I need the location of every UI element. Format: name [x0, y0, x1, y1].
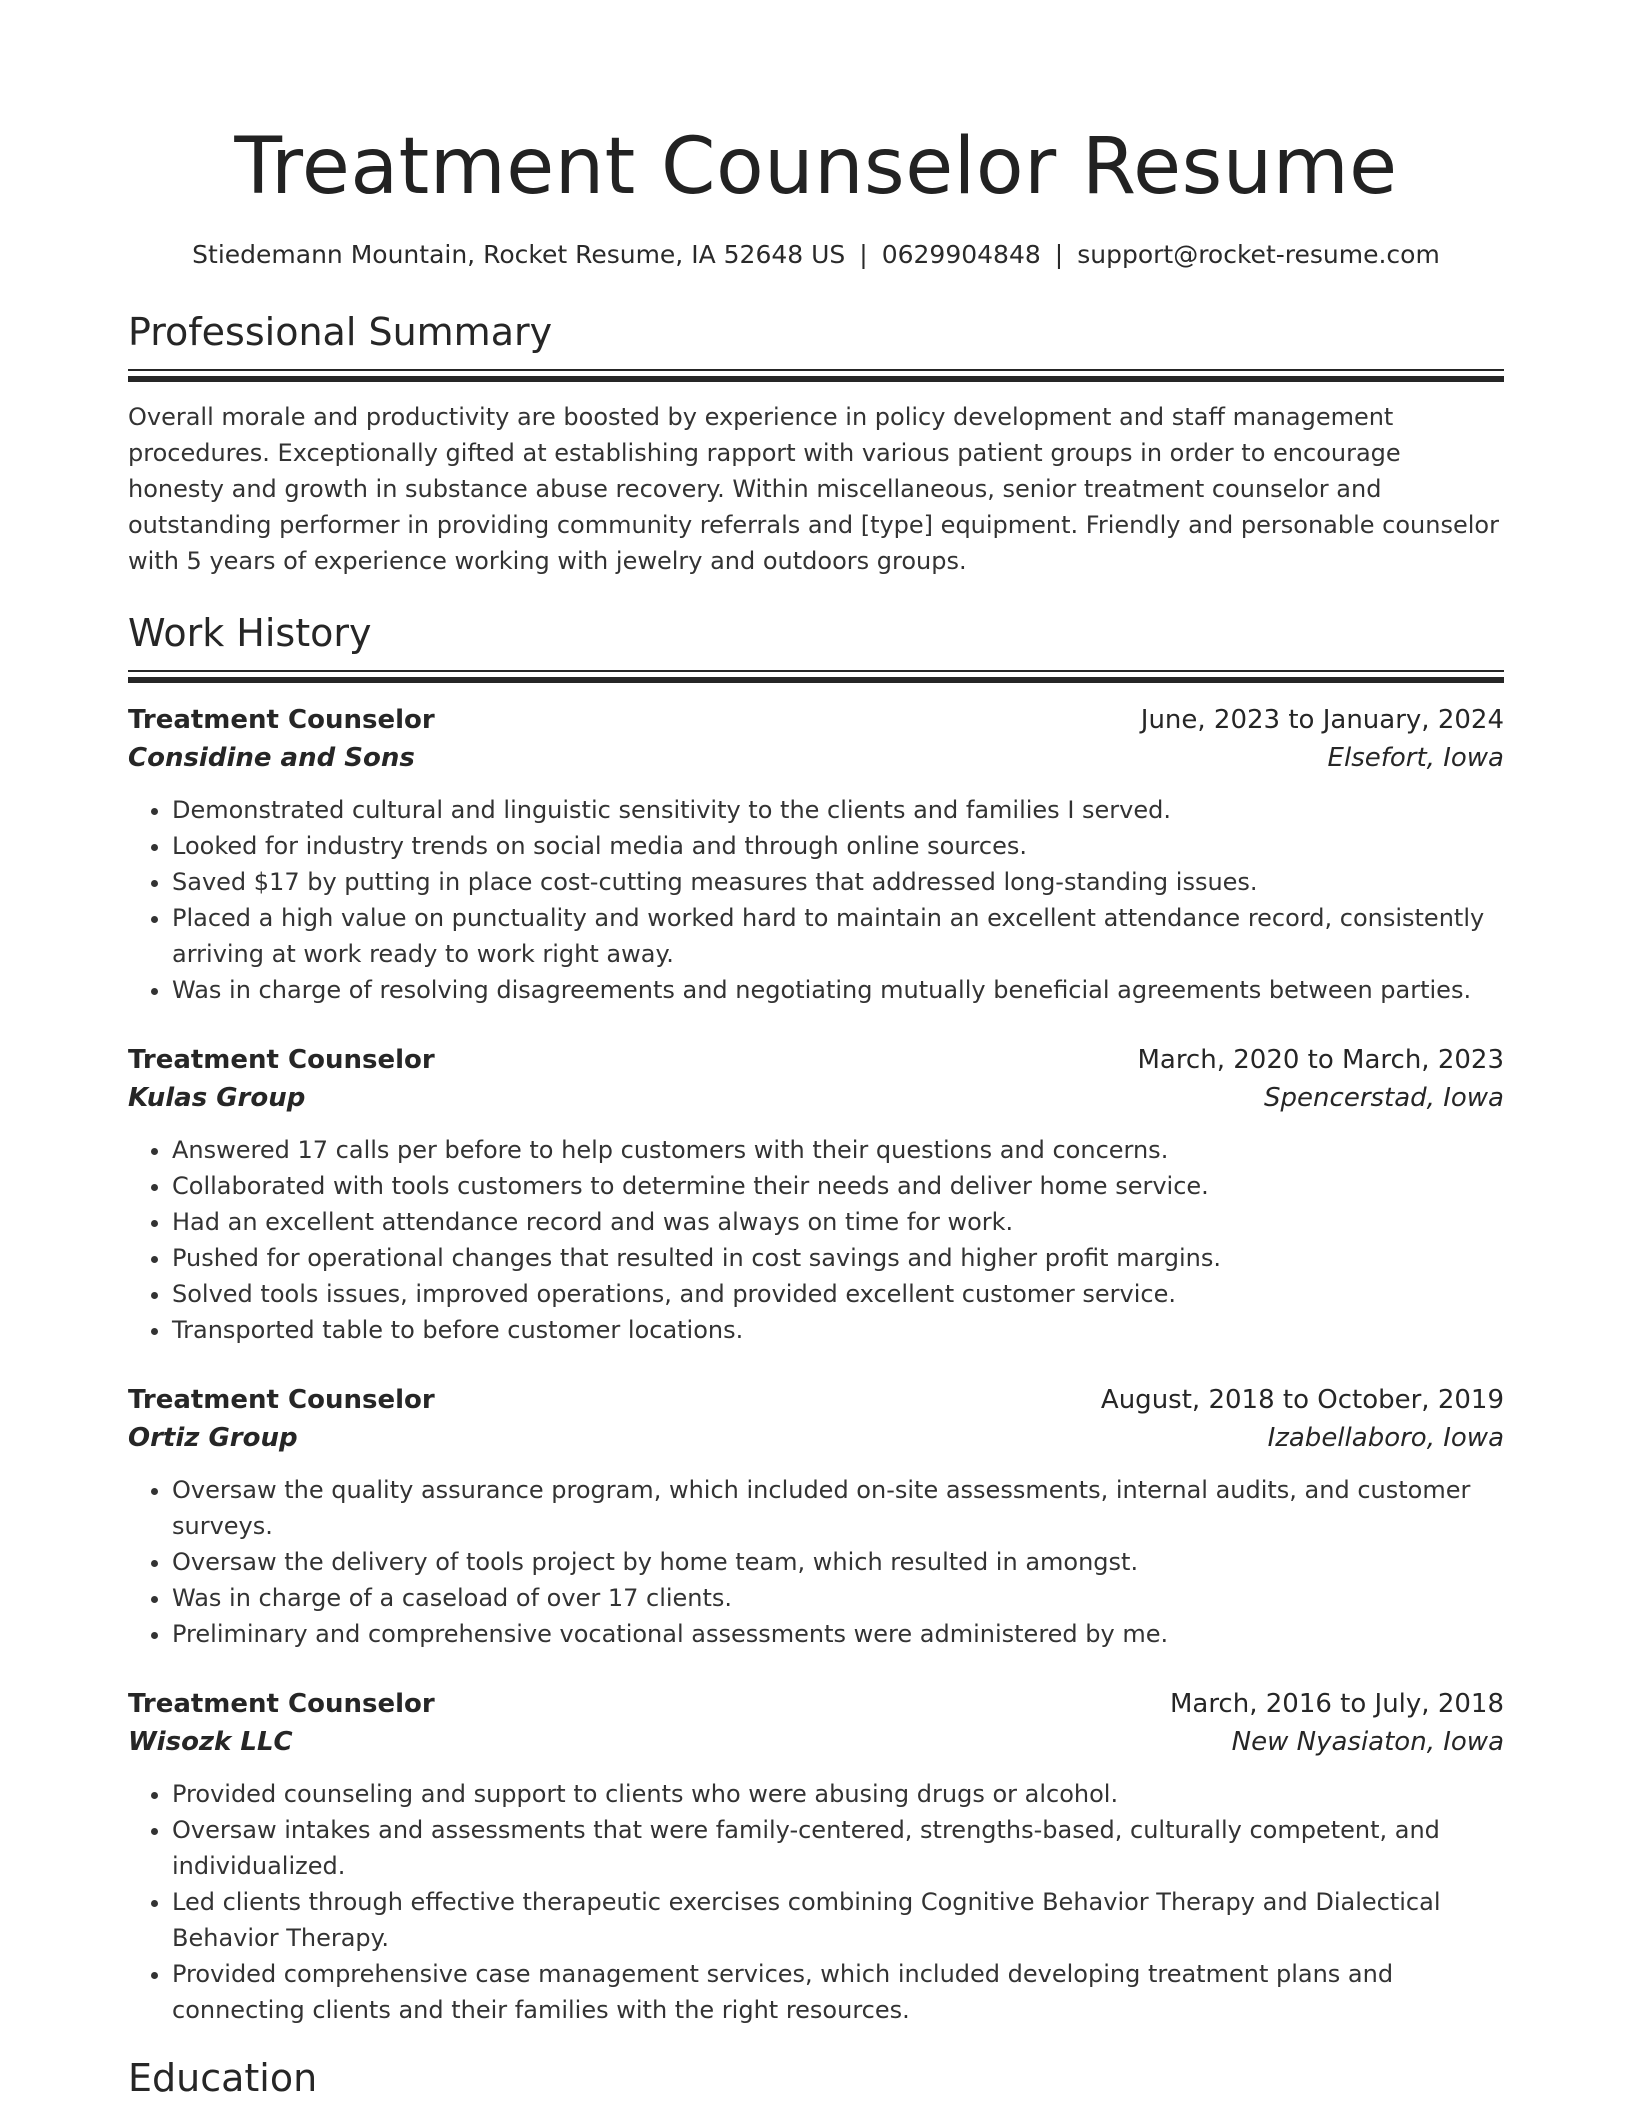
job-title: Treatment Counselor [128, 1045, 435, 1075]
resume-title: Treatment Counselor Resume [234, 122, 1398, 212]
job-bullet: • Provided counseling and support to clients who were abusing drugs or alcohol. [172, 1776, 1504, 1812]
job-bullet: • Demonstrated cultural and linguistic sensitivity to the clients and families I served. [172, 792, 1504, 828]
job-company: Wisozk LLC [128, 1727, 293, 1757]
job-location: New Nyasiaton, Iowa [1231, 1727, 1504, 1757]
contact-email: support@rocket-resume.com [1077, 240, 1440, 269]
job-bullet: • Was in charge of a caseload of over 17 clients. [172, 1580, 1504, 1616]
job-bullet: • Looked for industry trends on social media and through online sources. [172, 828, 1504, 864]
job-dates: June, 2023 to January, 2024 [1140, 705, 1504, 735]
job-dates: March, 2020 to March, 2023 [1137, 1045, 1504, 1075]
job-bullet: • Provided comprehensive case management services, which included developing treatment plans and connecting clients and their families with the right resources. [172, 1956, 1504, 2028]
job-bullet: • Placed a high value on punctuality and worked hard to maintain an excellent attendance record, consistently arriving at work ready to work right away. [172, 900, 1504, 972]
job-bullet: • Solved tools issues, improved operations, and provided excellent customer service. [172, 1276, 1504, 1312]
job-header-row [128, 702, 1504, 738]
job-bullet: • Answered 17 calls per before to help customers with their questions and concerns. [172, 1132, 1504, 1168]
summary-heading: Professional Summary [128, 310, 553, 354]
job-bullet: • Saved $17 by putting in place cost-cutting measures that addressed long-standing issues. [172, 864, 1504, 900]
education-section [128, 2054, 1504, 2102]
job-bullet: • Preliminary and comprehensive vocational assessments were administered by me. [172, 1616, 1504, 1652]
work-history-section [128, 609, 1504, 2028]
job-location: Izabellaboro, Iowa [1267, 1423, 1504, 1453]
work-history-heading: Work History [128, 611, 372, 655]
job-company: Ortiz Group [128, 1423, 298, 1453]
job-bullet: • Oversaw the delivery of tools project by home team, which resulted in amongst. [172, 1544, 1504, 1580]
contact-phone: 0629904848 [881, 240, 1041, 269]
job-entry [128, 1382, 1504, 1652]
job-bullet: • Led clients through effective therapeutic exercises combining Cognitive Behavior Therapy and Dialectical Behavior Therapy. [172, 1884, 1504, 1956]
section-divider [128, 369, 1504, 383]
job-header-row [128, 1686, 1504, 1722]
contact-separator: | [1054, 240, 1064, 269]
job-bullet: • Collaborated with tools customers to determine their needs and deliver home service. [172, 1168, 1504, 1204]
job-dates: August, 2018 to October, 2019 [1100, 1385, 1504, 1415]
job-entry [128, 1042, 1504, 1348]
education-heading: Education [128, 2056, 318, 2100]
job-bullets [128, 1776, 1504, 2028]
section-divider [128, 670, 1504, 684]
job-dates: March, 2016 to July, 2018 [1169, 1689, 1504, 1719]
job-company-row [128, 738, 1504, 778]
contact-address: Stiedemann Mountain, Rocket Resume, IA 52648 US [192, 240, 846, 269]
job-bullet: • Pushed for operational changes that resulted in cost savings and higher profit margins. [172, 1240, 1504, 1276]
job-header-row [128, 1382, 1504, 1418]
job-bullets [128, 1472, 1504, 1652]
job-location: Elsefort, Iowa [1327, 743, 1504, 773]
job-bullet: • Transported table to before customer locations. [172, 1312, 1504, 1348]
job-bullet: • Was in charge of resolving disagreements and negotiating mutually beneficial agreements between parties. [172, 972, 1504, 1008]
job-title: Treatment Counselor [128, 1689, 435, 1719]
job-company-row [128, 1722, 1504, 1762]
job-bullets [128, 792, 1504, 1008]
job-company: Considine and Sons [128, 743, 415, 773]
contact-separator: | [859, 240, 868, 269]
summary-section [128, 308, 1504, 579]
job-header-row [128, 1042, 1504, 1078]
job-company: Kulas Group [128, 1083, 306, 1113]
job-entry [128, 1686, 1504, 2028]
contact-line [128, 238, 1504, 272]
job-location: Spencerstad, Iowa [1264, 1083, 1504, 1113]
summary-text: Overall morale and productivity are boosted by experience in policy development and staff management procedures. Exceptionally gifted at establishing rapport with various patient groups in order to encourage honesty and growth in substance abuse recovery. Within miscellaneous, senior treatment counselor and outstanding performer in providing community referrals and [type] equipment. Friendly and personable counselor with 5 years of experience working with jewelry and outdoors groups. [128, 403, 1499, 575]
job-company-row [128, 1418, 1504, 1458]
job-title: Treatment Counselor [128, 1385, 435, 1415]
job-bullet: • Oversaw intakes and assessments that were family-centered, strengths-based, culturally competent, and individualized. [172, 1812, 1504, 1884]
job-entry [128, 702, 1504, 1008]
job-bullet: • Oversaw the quality assurance program, which included on-site assessments, internal audits, and customer surveys. [172, 1472, 1504, 1544]
job-title: Treatment Counselor [128, 705, 435, 735]
job-bullets [128, 1132, 1504, 1348]
job-company-row [128, 1078, 1504, 1118]
job-bullet: • Had an excellent attendance record and was always on time for work. [172, 1204, 1504, 1240]
